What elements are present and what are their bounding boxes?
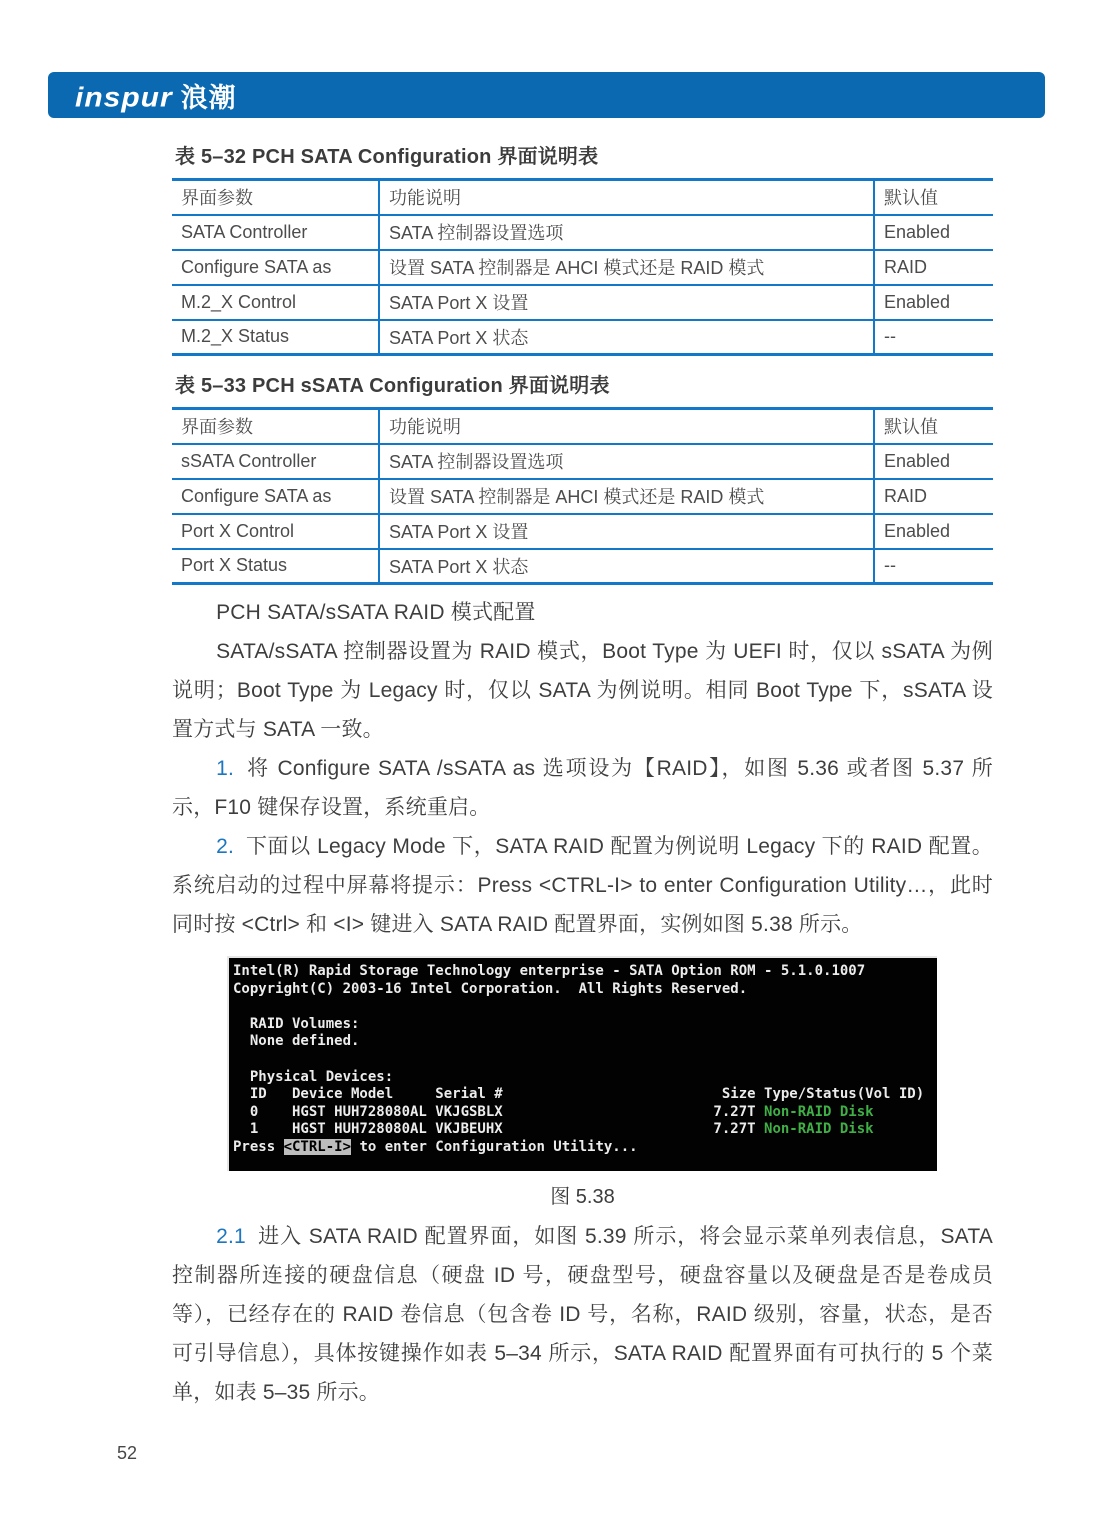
table-cell: Port X Status — [172, 549, 379, 584]
logo-wordmark: inspur — [75, 81, 173, 113]
list-number: 1. — [216, 757, 235, 780]
paragraph-2-1 — [172, 1217, 993, 1412]
list-item-1 — [172, 749, 993, 827]
intro-paragraph: SATA/sSATA 控制器设置为 RAID 模式，Boot Type 为 UEFI 时，仅以 sSATA 为例说明；Boot Type 为 Legacy 时，仅以 SATA 为例说明。相同 Boot Type 下，sSATA 设置方式与 SATA 一致。 — [172, 640, 993, 741]
terminal-line — [233, 998, 937, 1016]
figure-caption: 图 5.38 — [550, 1186, 615, 1208]
table-title: 表 5–33 PCH sSATA Configuration 界面说明表 — [175, 375, 610, 397]
terminal-line: RAID Volumes: — [233, 1015, 360, 1032]
table-cell: RAID — [884, 256, 928, 277]
table-cell: SATA Controller — [172, 215, 379, 250]
table-cell: 设置 SATA 控制器是 AHCI 模式还是 RAID 模式 — [379, 250, 874, 285]
ssata-config-table-section — [172, 369, 993, 585]
list-text: 下面以 Legacy Mode 下，SATA RAID 配置为例说明 Legacy 下的 RAID 配置。系统启动的过程中屏幕将提示：Press <CTRL-I> to enter Configuration Utility…，此时同时按 <Ctrl> 和 <I> 键进入 SATA RAID 配置界面，实例如图 5.38 所示。 — [172, 835, 993, 936]
table-row — [172, 514, 993, 549]
subsection-heading: PCH SATA/sSATA RAID 模式配置 — [216, 601, 536, 624]
table-cell: Enabled — [884, 450, 951, 471]
table-cell: RAID — [884, 485, 928, 506]
pch-ssata-config-table — [172, 407, 993, 585]
terminal-text — [233, 963, 937, 1157]
terminal-line: Copyright(C) 2003-16 Intel Corporation. All Rights Reserved. — [233, 980, 748, 997]
column-header: 界面参数 — [172, 180, 379, 215]
table-row — [172, 479, 993, 514]
list-item-2 — [172, 827, 993, 944]
list-number: 2. — [216, 835, 235, 858]
table-cell: -- — [884, 326, 896, 347]
column-header: 默认值 — [884, 417, 938, 438]
table-cell: Configure SATA as — [172, 250, 379, 285]
page-number: 52 — [117, 1443, 138, 1463]
column-header: 功能说明 — [379, 409, 874, 444]
column-header: 功能说明 — [379, 180, 874, 215]
table-cell: Configure SATA as — [172, 479, 379, 514]
terminal-line: None defined. — [233, 1033, 360, 1050]
table-cell: SATA Port X 设置 — [379, 514, 874, 549]
table-cell: -- — [884, 555, 896, 576]
sata-config-table-section — [172, 140, 993, 356]
table-row — [172, 250, 993, 285]
column-header: 默认值 — [884, 188, 938, 209]
terminal-line: ID Device Model Serial # Size Type/Status(Vol ID) — [233, 1086, 925, 1103]
table-row — [172, 285, 993, 320]
page-content — [172, 140, 993, 1412]
table-title: 表 5–32 PCH SATA Configuration 界面说明表 — [175, 146, 599, 168]
header-bar — [48, 72, 1045, 118]
list-text: 将 Configure SATA /sSATA as 选项设为【RAID】，如图 5.36 或者图 5.37 所示，F10 键保存设置，系统重启。 — [172, 757, 993, 819]
table-cell: SATA 控制器设置选项 — [379, 215, 874, 250]
table-cell: SATA Port X 状态 — [379, 320, 874, 355]
list-text: 进入 SATA RAID 配置界面，如图 5.39 所示，将会显示菜单列表信息，SATA 控制器所连接的硬盘信息（硬盘 ID 号，硬盘型号，硬盘容量以及硬盘是否是卷成员等），已经存在的 RAID 卷信息（包含卷 ID 号，名称，RAID 级别，容量，状态，是否可引导信息），具体按键操作如表 5–34 所示，SATA RAID 配置界面有可执行的 5 个菜单，如表 5–35 所示。 — [172, 1225, 993, 1404]
table-header-row — [172, 409, 993, 444]
body-text-block — [172, 593, 993, 944]
table-row — [172, 444, 993, 479]
table-cell: SATA 控制器设置选项 — [379, 444, 874, 479]
table-row — [172, 549, 993, 584]
pch-sata-config-table — [172, 178, 993, 356]
table-cell: Enabled — [884, 291, 951, 312]
table-cell: sSATA Controller — [172, 444, 379, 479]
terminal-line: 1 HGST HUH728080AL VKJBEUHX 7.27T Non-RAID Disk — [233, 1121, 874, 1138]
list-number: 2.1 — [216, 1225, 246, 1248]
table-cell: M.2_X Control — [172, 285, 379, 320]
table-cell: Enabled — [884, 221, 951, 242]
table-header-row — [172, 180, 993, 215]
inspur-logo — [75, 76, 237, 115]
table-cell: Enabled — [884, 520, 951, 541]
terminal-line: Physical Devices: — [233, 1068, 394, 1085]
table-cell: SATA Port X 状态 — [379, 549, 874, 584]
terminal-line: 0 HGST HUH728080AL VKJGSBLX 7.27T Non-RAID Disk — [233, 1103, 874, 1120]
terminal-line — [233, 1051, 937, 1069]
table-row — [172, 215, 993, 250]
terminal-line: Press <CTRL-I> to enter Configuration Utility... — [233, 1138, 638, 1155]
table-row — [172, 320, 993, 355]
table-cell: Port X Control — [172, 514, 379, 549]
terminal-line: Intel(R) Rapid Storage Technology enterprise - SATA Option ROM - 5.1.0.1007 — [233, 963, 866, 979]
terminal-screenshot — [227, 956, 937, 1171]
logo-chinese: 浪潮 — [180, 82, 237, 113]
table-cell: M.2_X Status — [172, 320, 379, 355]
table-cell: SATA Port X 设置 — [379, 285, 874, 320]
table-cell: 设置 SATA 控制器是 AHCI 模式还是 RAID 模式 — [379, 479, 874, 514]
column-header: 界面参数 — [172, 409, 379, 444]
